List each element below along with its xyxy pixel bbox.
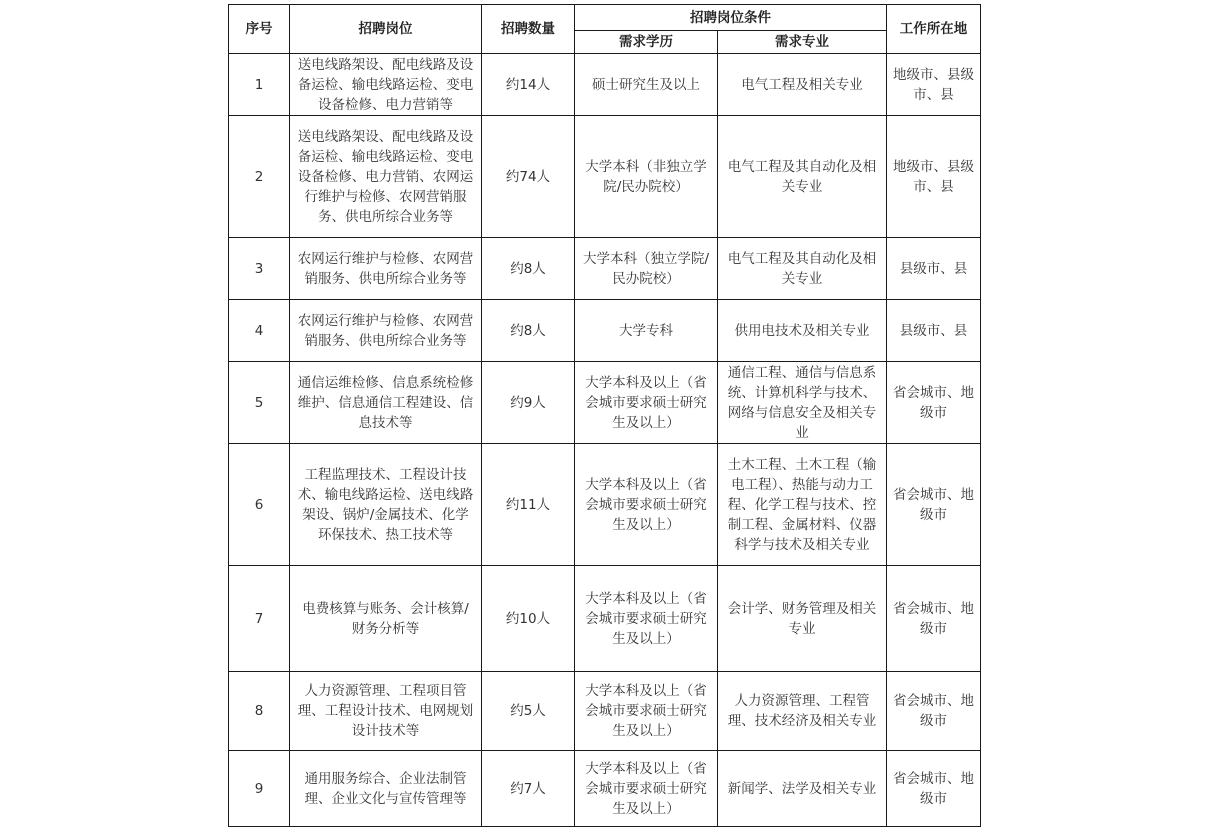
cell-position: 农网运行维护与检修、农网营销服务、供电所综合业务等 (290, 238, 482, 300)
cell-education: 大学本科及以上（省会城市要求硕士研究生及以上） (575, 751, 718, 827)
cell-count: 约8人 (482, 300, 575, 362)
table-row (229, 116, 981, 238)
cell-education: 大学本科（独立学院/民办院校） (575, 238, 718, 300)
cell-count: 约14人 (482, 54, 575, 116)
cell-location: 省会城市、地级市 (887, 362, 981, 444)
cell-index: 5 (229, 362, 290, 444)
cell-index: 9 (229, 751, 290, 827)
cell-position: 通信运维检修、信息系统检修维护、信息通信工程建设、信息技术等 (290, 362, 482, 444)
header-position: 招聘岗位 (290, 5, 482, 54)
table-row (229, 362, 981, 444)
recruitment-table (228, 4, 981, 827)
header-education: 需求学历 (575, 31, 718, 54)
table-row (229, 54, 981, 116)
cell-location: 县级市、县 (887, 238, 981, 300)
cell-education: 大学本科及以上（省会城市要求硕士研究生及以上） (575, 672, 718, 751)
table-row (229, 672, 981, 751)
header-conditions: 招聘岗位条件 (575, 5, 887, 31)
cell-index: 1 (229, 54, 290, 116)
cell-index: 3 (229, 238, 290, 300)
cell-major: 电气工程及相关专业 (718, 54, 887, 116)
cell-location: 县级市、县 (887, 300, 981, 362)
cell-education: 大学本科及以上（省会城市要求硕士研究生及以上） (575, 566, 718, 672)
cell-position: 通用服务综合、企业法制管理、企业文化与宣传管理等 (290, 751, 482, 827)
cell-education: 大学本科（非独立学院/民办院校） (575, 116, 718, 238)
cell-major: 通信工程、通信与信息系统、计算机科学与技术、网络与信息安全及相关专业 (718, 362, 887, 444)
header-index: 序号 (229, 5, 290, 54)
cell-index: 7 (229, 566, 290, 672)
cell-position: 农网运行维护与检修、农网营销服务、供电所综合业务等 (290, 300, 482, 362)
cell-location: 地级市、县级市、县 (887, 116, 981, 238)
cell-location: 省会城市、地级市 (887, 672, 981, 751)
cell-education: 大学本科及以上（省会城市要求硕士研究生及以上） (575, 444, 718, 566)
cell-position: 人力资源管理、工程项目管理、工程设计技术、电网规划设计技术等 (290, 672, 482, 751)
cell-count: 约5人 (482, 672, 575, 751)
cell-education: 大学本科及以上（省会城市要求硕士研究生及以上） (575, 362, 718, 444)
cell-count: 约8人 (482, 238, 575, 300)
table-row (229, 751, 981, 827)
cell-location: 省会城市、地级市 (887, 444, 981, 566)
cell-major: 新闻学、法学及相关专业 (718, 751, 887, 827)
cell-major: 人力资源管理、工程管理、技术经济及相关专业 (718, 672, 887, 751)
cell-position: 送电线路架设、配电线路及设备运检、输电线路运检、变电设备检修、电力营销、农网运行维护与检修、农网营销服务、供电所综合业务等 (290, 116, 482, 238)
header-location: 工作所在地 (887, 5, 981, 54)
table-row (229, 566, 981, 672)
cell-count: 约10人 (482, 566, 575, 672)
header-count: 招聘数量 (482, 5, 575, 54)
table-row (229, 444, 981, 566)
cell-major: 电气工程及其自动化及相关专业 (718, 238, 887, 300)
cell-location: 省会城市、地级市 (887, 566, 981, 672)
cell-major: 会计学、财务管理及相关专业 (718, 566, 887, 672)
cell-position: 送电线路架设、配电线路及设备运检、输电线路运检、变电设备检修、电力营销等 (290, 54, 482, 116)
header-row-top (229, 5, 981, 31)
cell-count: 约11人 (482, 444, 575, 566)
cell-count: 约9人 (482, 362, 575, 444)
header-major: 需求专业 (718, 31, 887, 54)
cell-position: 电费核算与账务、会计核算/财务分析等 (290, 566, 482, 672)
cell-count: 约7人 (482, 751, 575, 827)
table-row (229, 300, 981, 362)
cell-count: 约74人 (482, 116, 575, 238)
cell-education: 大学专科 (575, 300, 718, 362)
cell-index: 6 (229, 444, 290, 566)
cell-location: 省会城市、地级市 (887, 751, 981, 827)
cell-location: 地级市、县级市、县 (887, 54, 981, 116)
cell-major: 土木工程、土木工程（输电工程）、热能与动力工程、化学工程与技术、控制工程、金属材料、仪器科学与技术及相关专业 (718, 444, 887, 566)
cell-index: 2 (229, 116, 290, 238)
cell-index: 4 (229, 300, 290, 362)
cell-position: 工程监理技术、工程设计技术、输电线路运检、送电线路架设、锅炉/金属技术、化学环保技术、热工技术等 (290, 444, 482, 566)
cell-major: 电气工程及其自动化及相关专业 (718, 116, 887, 238)
table-row (229, 238, 981, 300)
cell-index: 8 (229, 672, 290, 751)
cell-education: 硕士研究生及以上 (575, 54, 718, 116)
cell-major: 供用电技术及相关专业 (718, 300, 887, 362)
